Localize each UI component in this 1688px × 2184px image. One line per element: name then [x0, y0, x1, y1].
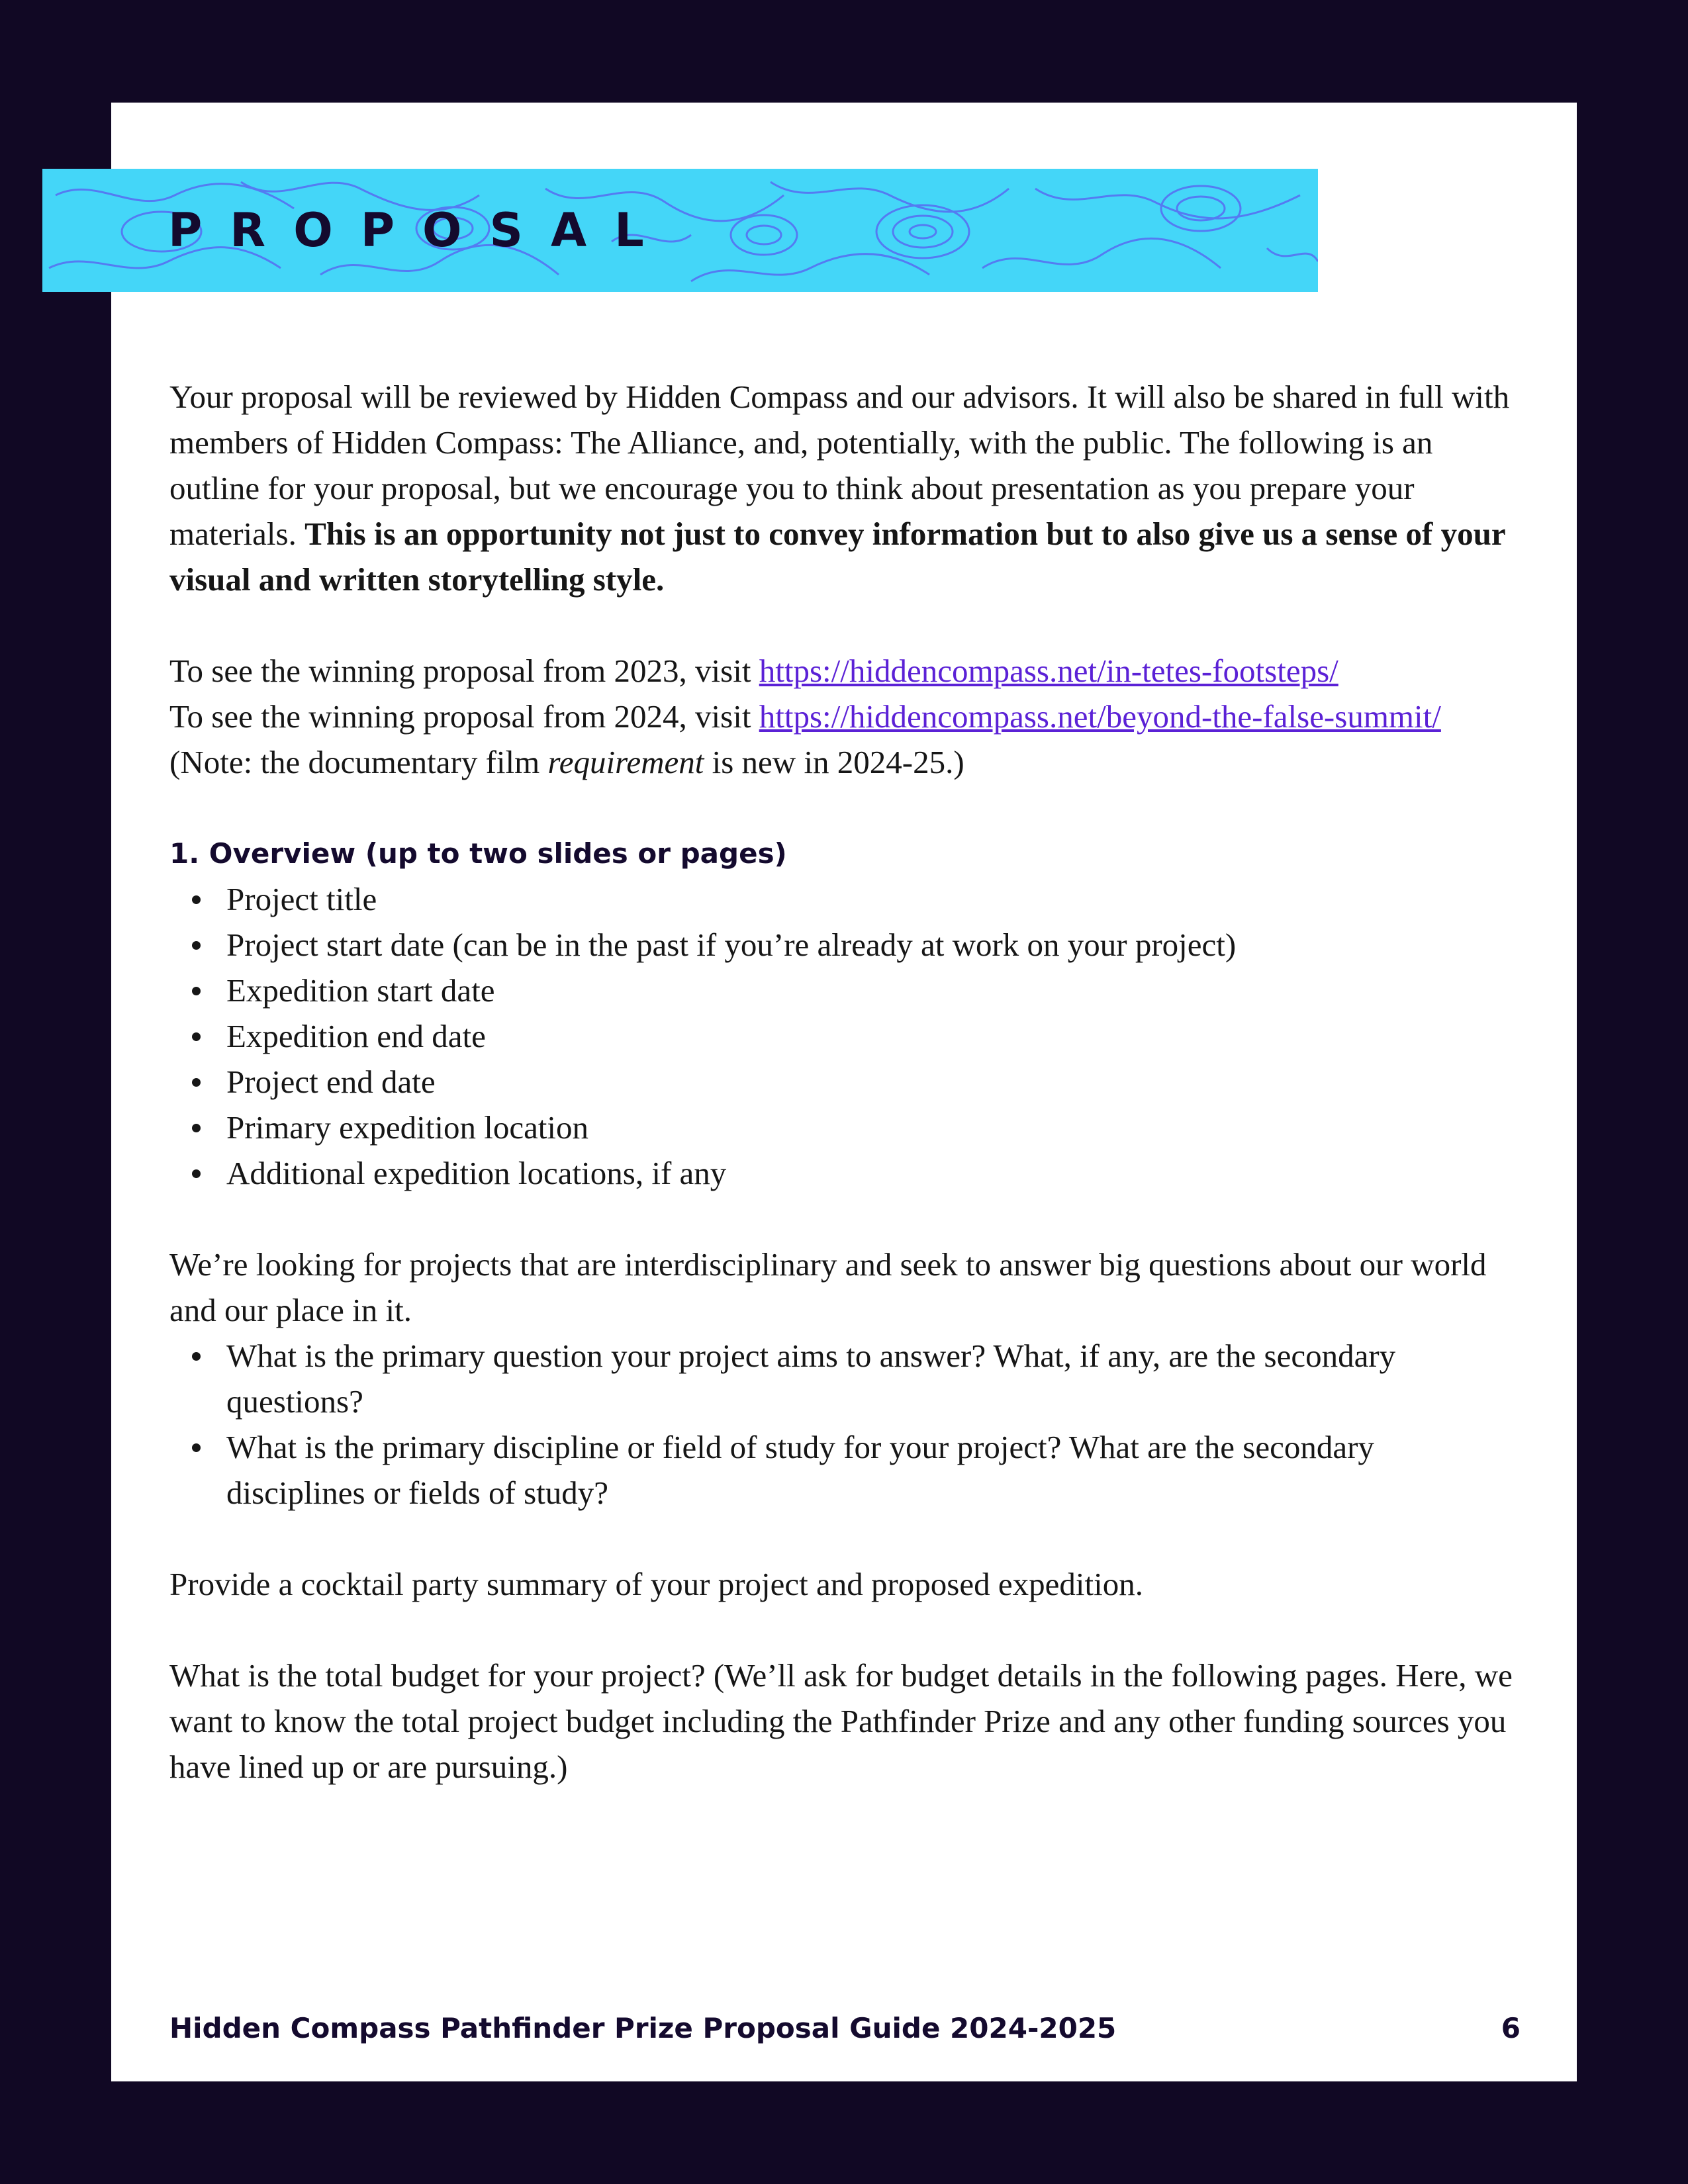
- overview-list: [169, 876, 1520, 1196]
- note-italic: requirement: [547, 744, 704, 780]
- list-item: What is the primary discipline or field of study for your project? What are the secondary disciplines or fields of study?: [226, 1424, 1520, 1516]
- section-title: PROPOSAL: [168, 203, 672, 257]
- list-item: Expedition end date: [226, 1013, 1520, 1059]
- list-item: Additional expedition locations, if any: [226, 1150, 1520, 1196]
- list-item: Primary expedition location: [226, 1105, 1520, 1150]
- section-banner: [42, 169, 1318, 292]
- intro-paragraph: [169, 374, 1520, 602]
- page-number: 6: [1501, 2012, 1521, 2044]
- list-item: Project title: [226, 876, 1520, 922]
- list-item: Expedition start date: [226, 968, 1520, 1013]
- example-2024-label: To see the winning proposal from 2024, visit: [169, 698, 759, 735]
- example-2023-label: To see the winning proposal from 2023, visit: [169, 653, 759, 689]
- questions-list: [169, 1333, 1520, 1516]
- summary-paragraph: Provide a cocktail party summary of your project and proposed expedition.: [169, 1566, 1143, 1602]
- intro-bold-text: This is an opportunity not just to convey information but to also give us a sense of your visual and written storytelling style.: [169, 516, 1505, 598]
- note-prefix: (Note: the documentary film: [169, 744, 548, 780]
- page-body: [169, 374, 1520, 1790]
- intro-text: Your proposal will be reviewed by Hidden Compass and our advisors. It will also be shared in full with members of Hidden Compass: The Alliance, and, potentially, with the public. The following is an outline for your proposal, but we encourage you to think about presentation as you prepare your materials.: [169, 379, 1510, 552]
- list-item: Project start date (can be in the past if you’re already at work on your project): [226, 922, 1520, 968]
- overview-heading: 1. Overview (up to two slides or pages): [169, 837, 787, 870]
- questions-intro: We’re looking for projects that are interdisciplinary and seek to answer big questions about our world and our place in it.: [169, 1246, 1487, 1328]
- budget-paragraph: What is the total budget for your project? (We’ll ask for budget details in the following pages. Here, we want to know the total project budget including the Pathfinder Prize and any other funding sources you have lined up or are pursuing.): [169, 1657, 1513, 1785]
- example-2024: [169, 694, 1520, 785]
- list-item: Project end date: [226, 1059, 1520, 1105]
- link-2023-proposal[interactable]: https://hiddencompass.net/in-tetes-footsteps/: [759, 653, 1338, 689]
- footer-title: Hidden Compass Pathfinder Prize Proposal Guide 2024-2025: [169, 2012, 1117, 2044]
- example-2023: [169, 648, 1520, 694]
- note-suffix: is new in 2024-25.): [704, 744, 964, 780]
- link-2024-proposal[interactable]: https://hiddencompass.net/beyond-the-false-summit/: [759, 698, 1441, 735]
- list-item: What is the primary question your project aims to answer? What, if any, are the secondary questions?: [226, 1333, 1520, 1424]
